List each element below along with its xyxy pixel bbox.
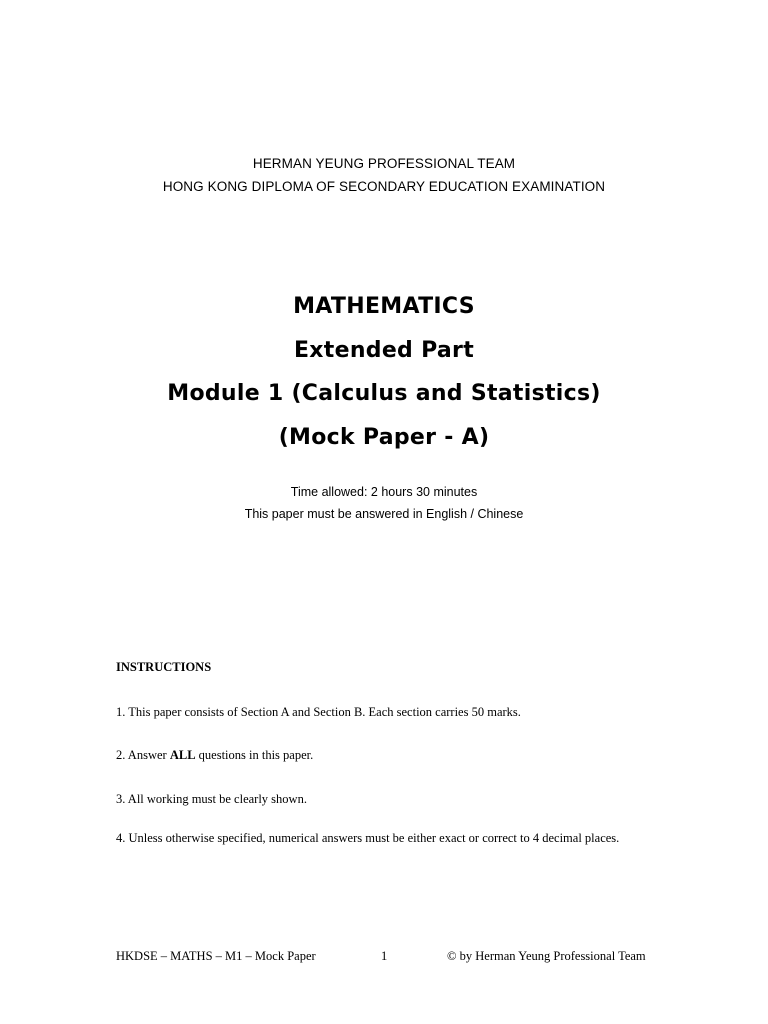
instruction-item-3: 3. All working must be clearly shown. — [116, 792, 307, 806]
instruction-item-4: 4. Unless otherwise specified, numerical answers must be either exact or correct to 4 decimal places. — [116, 831, 620, 845]
instruction-item-2-prefix: 2. Answer — [116, 748, 170, 762]
exam-name: HONG KONG DIPLOMA OF SECONDARY EDUCATION EXAMINATION — [162, 179, 606, 194]
organization-name: HERMAN YEUNG PROFESSIONAL TEAM — [252, 156, 516, 171]
footer-copyright: © by Herman Yeung Professional Team — [447, 949, 646, 963]
instruction-item-2-emphasis: ALL — [169, 748, 196, 762]
footer-paper-code: HKDSE – MATHS – M1 – Mock Paper — [116, 949, 316, 963]
module-title: Module 1 (Calculus and Statistics) — [167, 381, 601, 406]
instruction-item-2 — [116, 748, 313, 763]
instruction-item-2-suffix: questions in this paper. — [195, 748, 314, 762]
part-title: Extended Part — [293, 338, 475, 363]
paper-title: (Mock Paper - A) — [278, 425, 490, 450]
time-allowed: Time allowed: 2 hours 30 minutes — [290, 485, 478, 499]
instruction-item-1: 1. This paper consists of Section A and Section B. Each section carries 50 marks. — [116, 705, 521, 719]
subject-title: MATHEMATICS — [293, 294, 475, 319]
language-note: This paper must be answered in English / Chinese — [244, 507, 524, 521]
footer-page-number: 1 — [381, 949, 388, 963]
instructions-heading: INSTRUCTIONS — [116, 660, 212, 674]
